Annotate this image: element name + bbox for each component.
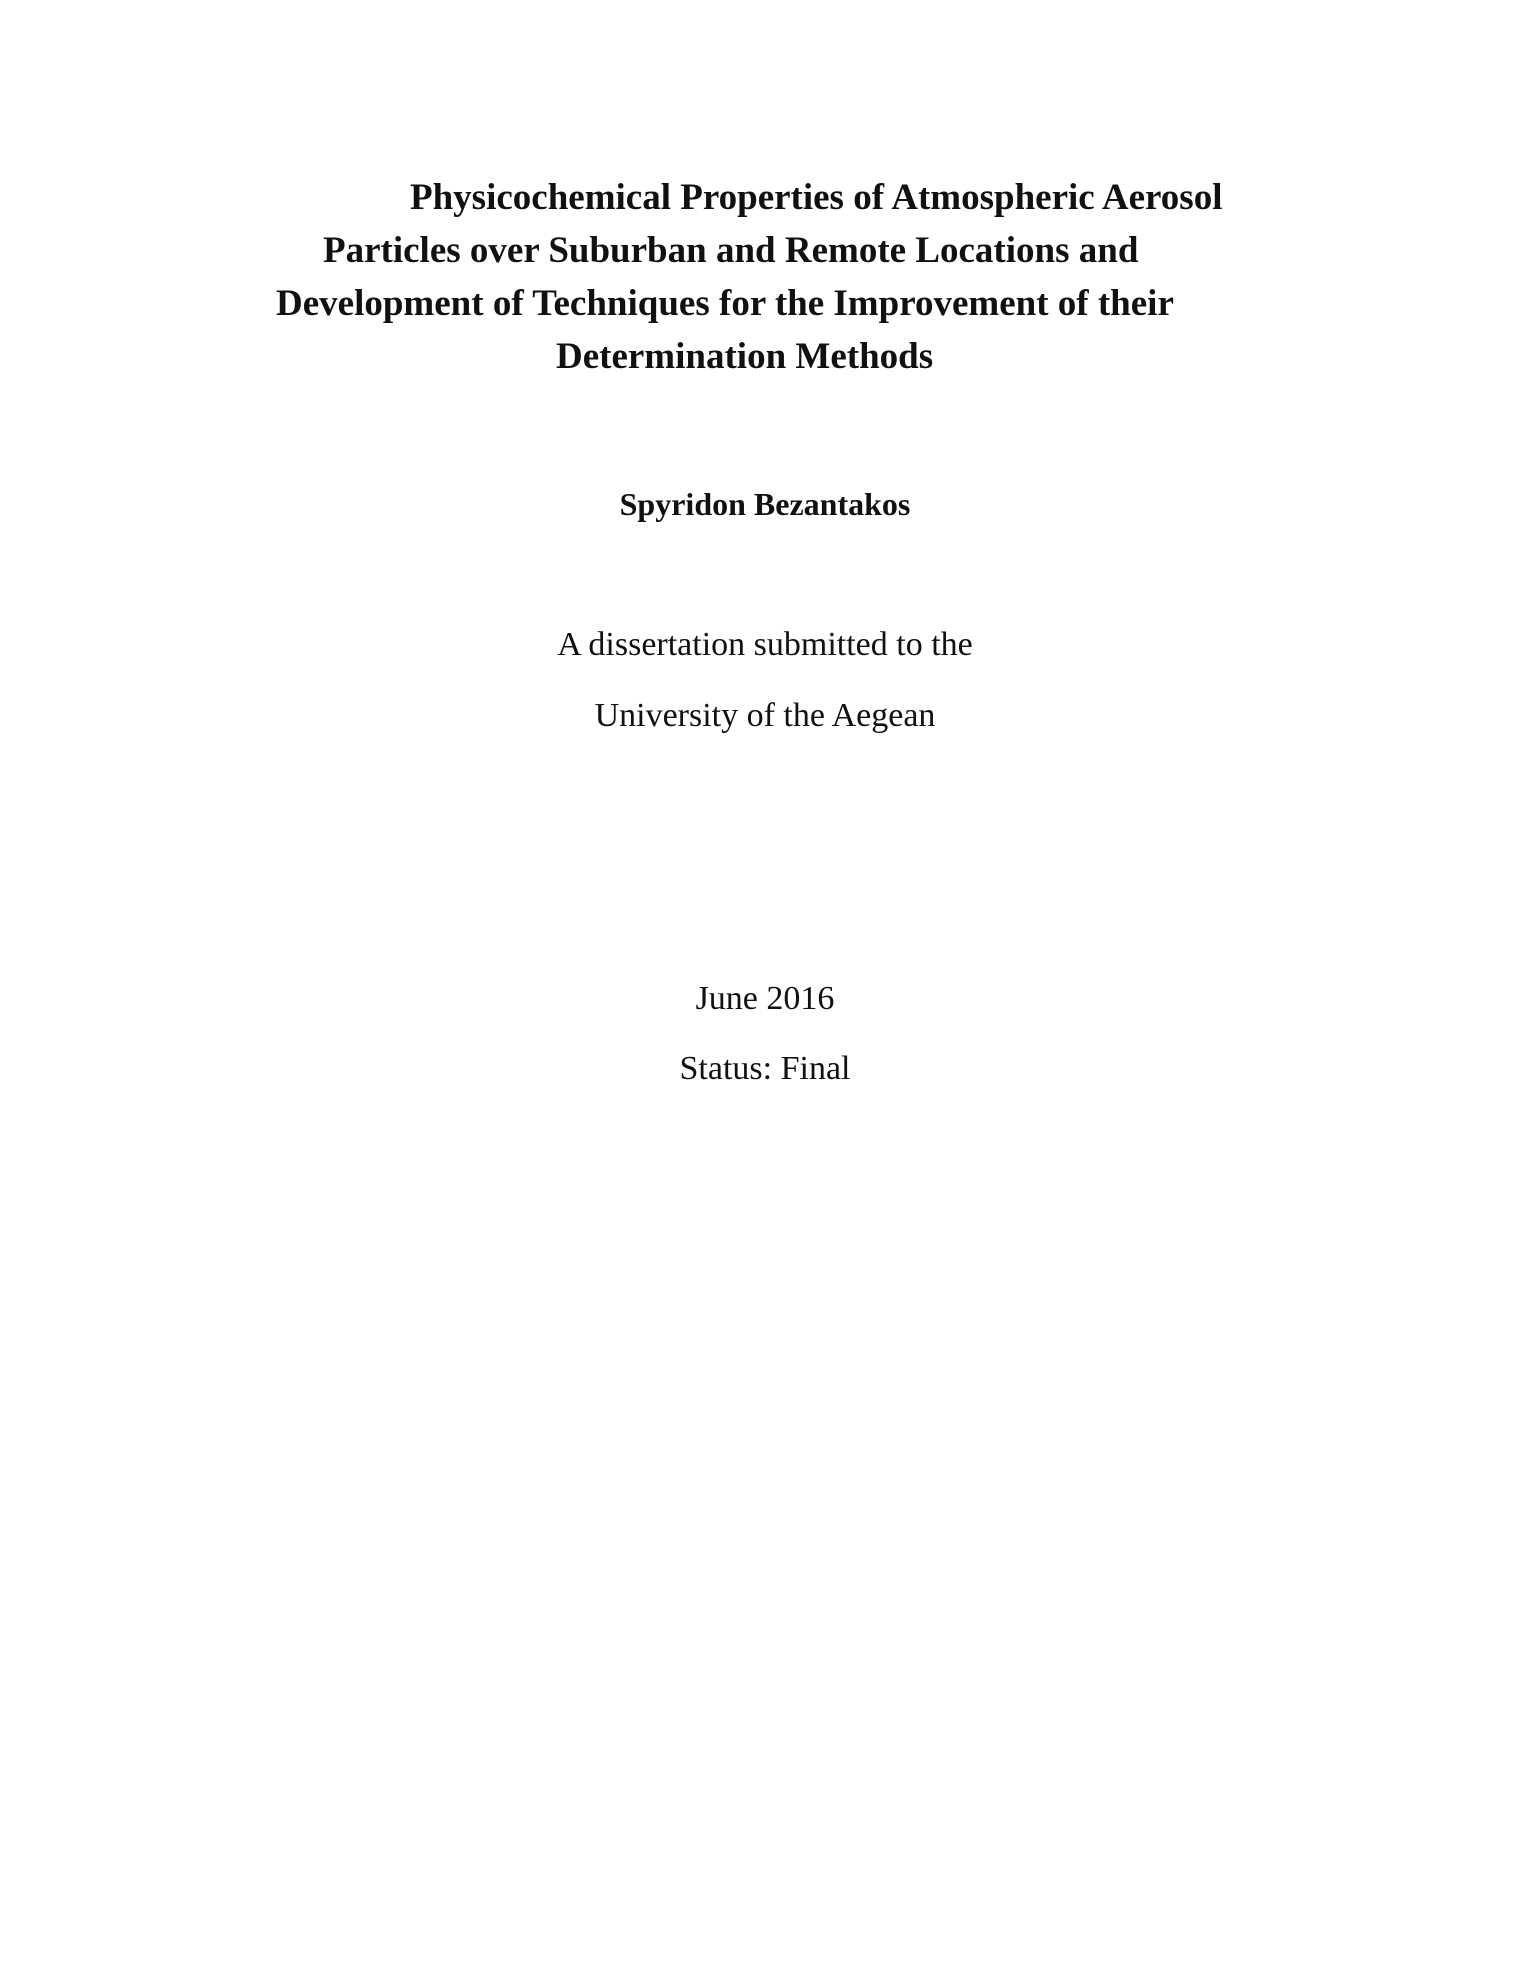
document-status: Status: Final <box>679 1050 851 1087</box>
submission-statement: A dissertation submitted to the <box>557 626 973 663</box>
university-name: University of the Aegean <box>594 697 936 734</box>
title-line-3: Development of Techniques for the Improvement of their <box>276 283 1174 324</box>
title-line-4: Determination Methods <box>556 336 934 377</box>
submission-date: June 2016 <box>695 980 835 1017</box>
author-name: Spyridon Bezantakos <box>619 486 911 522</box>
title-line-2: Particles over Suburban and Remote Locations and <box>323 230 1139 271</box>
title-line-1: Physicochemical Properties of Atmospheric Aerosol <box>410 177 1223 218</box>
